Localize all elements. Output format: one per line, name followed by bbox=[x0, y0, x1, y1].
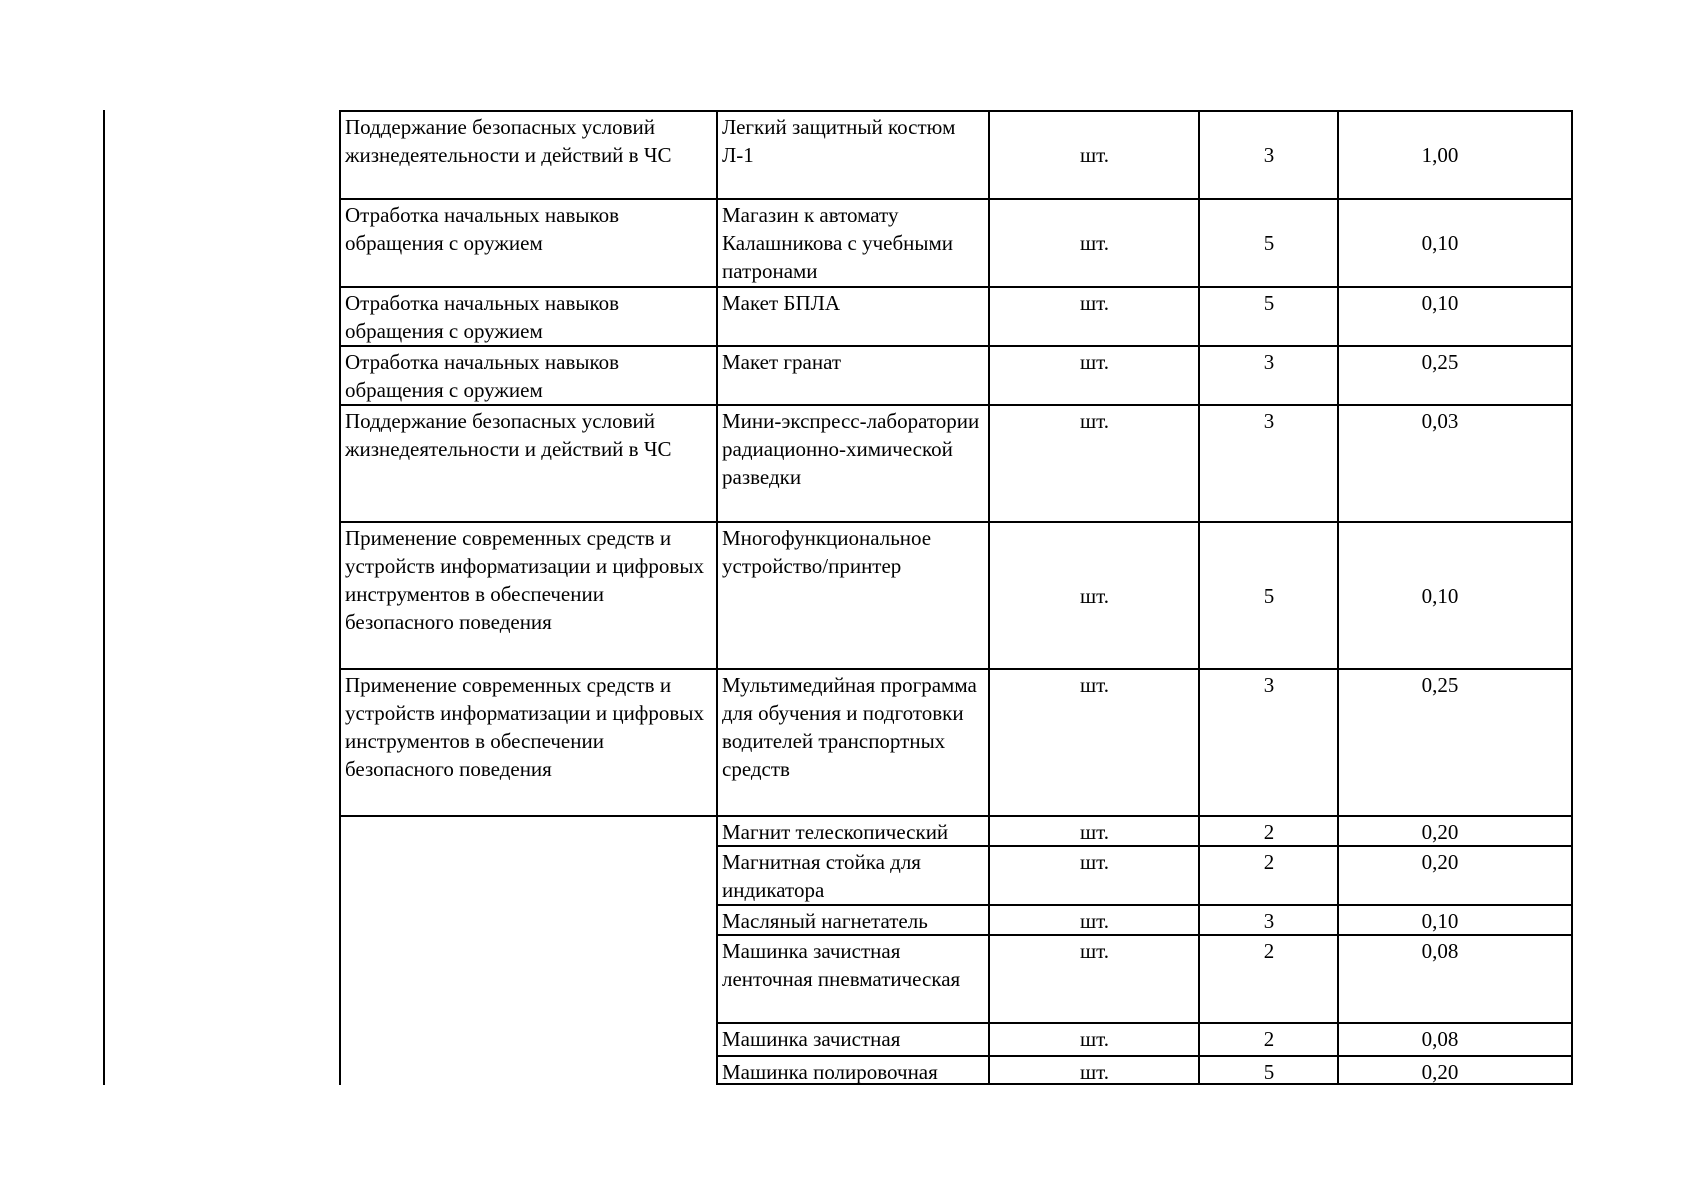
coef-cell: 0,08 bbox=[1337, 1022, 1573, 1055]
purpose-cell: Применение современных средств и устройств информатизации и цифровых инструментов в обеспечении безопасного поведения bbox=[339, 668, 716, 815]
unit-cell: шт. bbox=[988, 934, 1198, 1022]
unit-cell: шт. bbox=[988, 110, 1198, 198]
coef-cell: 0,10 bbox=[1337, 198, 1573, 286]
item-cell: Магнитная стойка для индикатора bbox=[716, 845, 988, 904]
purpose-cell bbox=[339, 845, 716, 904]
equipment-table bbox=[339, 110, 1573, 1085]
qty-cell: 3 bbox=[1198, 345, 1337, 404]
purpose-cell: Поддержание безопасных условий жизнедеятельности и действий в ЧС bbox=[339, 404, 716, 521]
purpose-cell bbox=[339, 934, 716, 1022]
coef-cell: 0,03 bbox=[1337, 404, 1573, 521]
coef-cell: 0,25 bbox=[1337, 345, 1573, 404]
qty-cell: 2 bbox=[1198, 815, 1337, 845]
item-cell: Машинка зачистная bbox=[716, 1022, 988, 1055]
item-cell: Макет БПЛА bbox=[716, 286, 988, 345]
purpose-cell: Отработка начальных навыков обращения с оружием bbox=[339, 345, 716, 404]
item-cell: Машинка зачистная ленточная пневматическая bbox=[716, 934, 988, 1022]
item-cell: Многофункциональное устройство/принтер bbox=[716, 521, 988, 668]
qty-cell: 3 bbox=[1198, 110, 1337, 198]
purpose-cell bbox=[339, 1055, 716, 1085]
coef-cell: 0,20 bbox=[1337, 815, 1573, 845]
unit-cell: шт. bbox=[988, 904, 1198, 934]
qty-cell: 2 bbox=[1198, 845, 1337, 904]
unit-cell: шт. bbox=[988, 1055, 1198, 1085]
item-cell: Магнит телескопический bbox=[716, 815, 988, 845]
coef-cell: 0,20 bbox=[1337, 845, 1573, 904]
purpose-cell: Применение современных средств и устройств информатизации и цифровых инструментов в обеспечении безопасного поведения bbox=[339, 521, 716, 668]
item-cell: Магазин к автомату Калашникова с учебными патронами bbox=[716, 198, 988, 286]
unit-cell: шт. bbox=[988, 286, 1198, 345]
coef-cell: 0,20 bbox=[1337, 1055, 1573, 1085]
purpose-cell bbox=[339, 815, 716, 845]
coef-cell: 0,10 bbox=[1337, 521, 1573, 668]
qty-cell: 5 bbox=[1198, 521, 1337, 668]
coef-cell: 0,08 bbox=[1337, 934, 1573, 1022]
unit-cell: шт. bbox=[988, 345, 1198, 404]
unit-cell: шт. bbox=[988, 404, 1198, 521]
qty-cell: 5 bbox=[1198, 1055, 1337, 1085]
coef-cell: 0,25 bbox=[1337, 668, 1573, 815]
purpose-cell: Поддержание безопасных условий жизнедеятельности и действий в ЧС bbox=[339, 110, 716, 198]
qty-cell: 2 bbox=[1198, 934, 1337, 1022]
purpose-cell: Отработка начальных навыков обращения с оружием bbox=[339, 198, 716, 286]
purpose-cell bbox=[339, 1022, 716, 1055]
coef-cell: 0,10 bbox=[1337, 904, 1573, 934]
item-cell: Мультимедийная программа для обучения и подготовки водителей транспортных средств bbox=[716, 668, 988, 815]
item-cell: Машинка полировочная bbox=[716, 1055, 988, 1085]
qty-cell: 3 bbox=[1198, 404, 1337, 521]
purpose-cell bbox=[339, 904, 716, 934]
left-margin-rule bbox=[103, 110, 105, 1085]
unit-cell: шт. bbox=[988, 815, 1198, 845]
qty-cell: 3 bbox=[1198, 668, 1337, 815]
qty-cell: 5 bbox=[1198, 198, 1337, 286]
item-cell: Масляный нагнетатель bbox=[716, 904, 988, 934]
unit-cell: шт. bbox=[988, 668, 1198, 815]
unit-cell: шт. bbox=[988, 198, 1198, 286]
qty-cell: 3 bbox=[1198, 904, 1337, 934]
qty-cell: 2 bbox=[1198, 1022, 1337, 1055]
coef-cell: 1,00 bbox=[1337, 110, 1573, 198]
unit-cell: шт. bbox=[988, 1022, 1198, 1055]
qty-cell: 5 bbox=[1198, 286, 1337, 345]
unit-cell: шт. bbox=[988, 845, 1198, 904]
item-cell: Мини-экспресс-лаборатории радиационно-химической разведки bbox=[716, 404, 988, 521]
coef-cell: 0,10 bbox=[1337, 286, 1573, 345]
item-cell: Макет гранат bbox=[716, 345, 988, 404]
purpose-cell: Отработка начальных навыков обращения с оружием bbox=[339, 286, 716, 345]
unit-cell: шт. bbox=[988, 521, 1198, 668]
item-cell: Легкий защитный костюм Л-1 bbox=[716, 110, 988, 198]
